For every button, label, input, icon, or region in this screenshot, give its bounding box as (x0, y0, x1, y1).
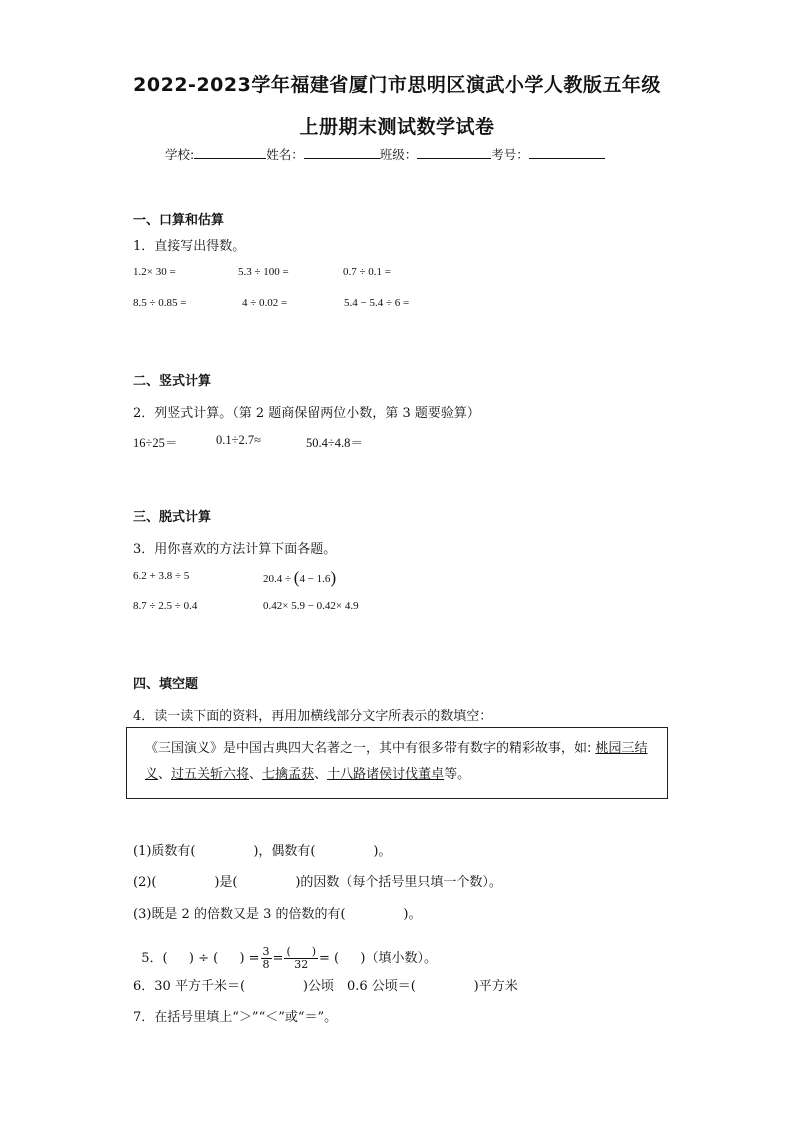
question-5 (133, 931, 437, 971)
q4-sub-1: (1)质数有( )，偶数有( )。 (133, 844, 392, 859)
q5-frac2-den: 32 (294, 958, 309, 971)
q3-item-2-inner: 4 − 1.6 (299, 573, 331, 585)
q4-sub-2: (2)( )是( )的因数（每个括号里只填一个数）。 (133, 875, 502, 890)
q3-item-1: 6.2 + 3.8 ÷ 5 (133, 570, 190, 582)
section4-heading: 四、填空题 (133, 677, 199, 692)
q1-item-1: 1.2× 30 = (133, 266, 176, 278)
q5-frac1-den: 8 (262, 958, 270, 971)
q2-item-1: 16÷25＝ (133, 436, 178, 450)
sep-3: 、 (314, 767, 328, 782)
right-paren: ) (330, 568, 337, 587)
q5-equals: = (272, 951, 284, 966)
box-plain-text: 《三国演义》是中国古典四大名著之一，其中有很多带有数字的精彩故事，如: (145, 741, 596, 756)
q1-item-4: 8.5 ÷ 0.85 = (133, 297, 187, 309)
q3-item-2-prefix: 20.4 ÷ (263, 573, 292, 585)
q1-item-5: 4 ÷ 0.02 = (242, 297, 288, 309)
question-4-text: 4．读一读下面的资料，再用加横线部分文字所表示的数填空： (133, 709, 493, 724)
q3-item-3: 8.7 ÷ 2.5 ÷ 0.4 (133, 600, 198, 612)
exam-title-line1: 2022-2023学年福建省厦门市思明区演武小学人教版五年级 (133, 74, 661, 96)
name-blank[interactable] (304, 146, 380, 159)
exam-no-blank[interactable] (529, 146, 605, 159)
q1-item-2: 5.3 ÷ 100 = (238, 266, 289, 278)
q5-fraction-1 (261, 946, 272, 971)
q3-item-2 (263, 568, 336, 588)
q1-item-3: 0.7 ÷ 0.1 = (343, 266, 391, 278)
section2-heading: 二、竖式计算 (133, 374, 212, 389)
q2-item-2: 0.1÷2.7≈ (216, 433, 261, 447)
question-1-text: 1．直接写出得数。 (133, 239, 246, 254)
school-label: 学校: (165, 147, 195, 162)
q5-fraction-2 (284, 946, 318, 971)
question-3-text: 3．用你喜欢的方法计算下面各题。 (133, 542, 337, 557)
sep-2: 、 (249, 767, 263, 782)
class-label: 班级： (379, 147, 418, 162)
class-blank[interactable] (417, 146, 491, 159)
section3-heading: 三、脱式计算 (133, 510, 212, 525)
left-paren: ( (293, 568, 300, 587)
q2-item-3: 50.4÷4.8＝ (306, 436, 363, 450)
section1-heading: 一、口算和估算 (133, 213, 225, 228)
q5-suffix: = ( )（填小数）。 (319, 951, 437, 966)
question-2-text: 2．列竖式计算。（第 2 题商保留两位小数，第 3 题要验算） (133, 406, 480, 421)
q3-item-4: 0.42× 5.9 − 0.42× 4.9 (263, 600, 359, 612)
q5-frac1-num: 3 (262, 945, 270, 958)
story-3: 七擒孟获 (262, 767, 315, 782)
story-2: 过五关斩六将 (171, 767, 250, 782)
q5-frac2-num: ( ) (286, 945, 317, 958)
name-label: 姓名： (266, 147, 304, 162)
sep-1: 、 (158, 767, 172, 782)
school-blank[interactable] (194, 146, 266, 159)
question-7: 7．在括号里填上“＞”“＜”或“＝”。 (133, 1010, 338, 1025)
q4-sub-3: (3)既是 2 的倍数又是 3 的倍数的有( )。 (133, 907, 422, 922)
student-info-row (165, 145, 605, 163)
q5-prefix: 5．( ) ÷ ( ) = (141, 951, 260, 966)
q1-item-6: 5.4 − 5.4 ÷ 6 = (344, 297, 410, 309)
exam-title-line2: 上册期末测试数学试卷 (299, 116, 495, 138)
reading-material-box (126, 727, 668, 799)
story-4: 十八路诸侯讨伐董卓 (327, 767, 445, 782)
box-end: 等。 (444, 767, 471, 782)
exam-no-label: 考号： (491, 147, 529, 162)
story-1: 桃园三结义 (145, 741, 648, 782)
question-6: 6．30 平方千米＝( )公顷 0.6 公顷＝( )平方米 (133, 979, 518, 994)
